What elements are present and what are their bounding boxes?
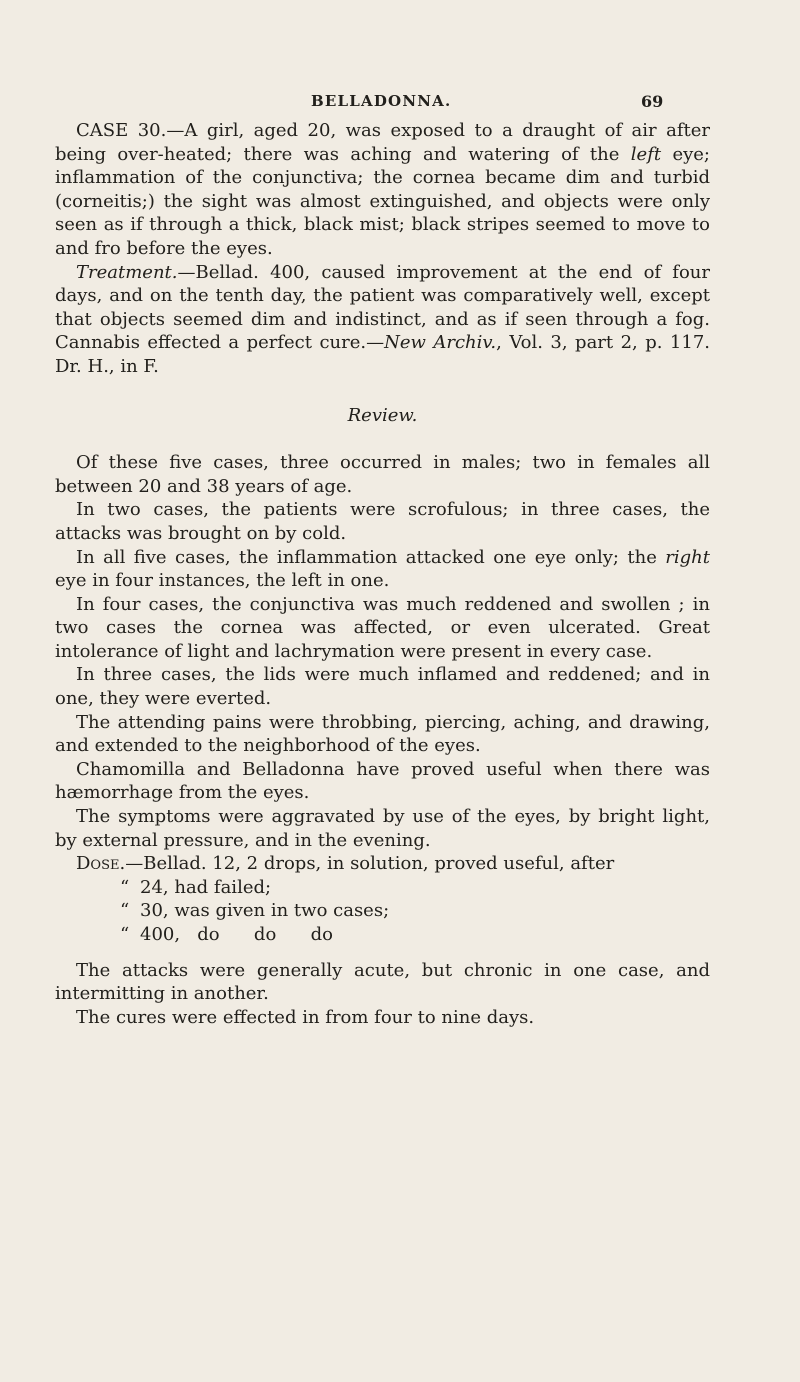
running-head: [0, 92, 800, 116]
review-paragraph: In four cases, the conjunctiva was much reddened and swollen ; in two cases the cornea was affected, or even ulcerated. Great intolerance of light and lachrymation were present in every case.: [55, 593, 710, 662]
body-text: [55, 119, 710, 1029]
review-paragraph: The symptoms were aggravated by use of the eyes, by bright light, by external pressure, and in the evening.: [55, 806, 710, 851]
five-cases-paragraph: [55, 546, 710, 593]
ditto-mark: “: [120, 924, 130, 945]
dose-line-text: 24, had failed;: [140, 876, 272, 898]
treatment-label: Treatment.: [76, 261, 178, 283]
dose-first-line: —Bellad. 12, 2 drops, in solution, proved useful, after: [125, 853, 615, 875]
ditto-mark: “: [120, 876, 130, 898]
case-30-paragraph: [55, 119, 710, 261]
page-number: 69: [641, 92, 664, 111]
five-cases-text-a: In all five cases, the inflammation attacked one eye only; the: [76, 546, 666, 568]
case-30-text-a: —A girl, aged 20, was exposed to a draught of air after being over-heated; there was aching and watering of the: [55, 120, 710, 165]
five-cases-text-b: eye in four instances, the left in one.: [55, 570, 390, 592]
dose-line: [120, 923, 710, 947]
closing-paragraph: The cures were effected in from four to nine days.: [76, 1006, 535, 1028]
review-heading: Review.: [347, 404, 418, 426]
ditto-mark: “: [120, 900, 130, 922]
case-30-text-b: eye; inflammation of the conjunctiva; the cornea became dim and turbid (corneitis;) the sight was almost extinguished, and objects were only seen as if through a thick, black mist; black stripes seemed to move to and fro before the eyes.: [55, 143, 710, 259]
treatment-text: —Bellad. 400, caused improvement at the end of four days, and on the tenth day, the patient was comparatively well, except that objects seemed dim and indistinct, and as if seen through a fog. Cannabis effected a perfect cure.—: [55, 261, 710, 354]
dose-paragraph: [55, 852, 710, 876]
review-paragraph: In three cases, the lids were much inflamed and reddened; and in one, they were everted.: [55, 664, 710, 710]
dose-line: [120, 876, 710, 900]
dose-line: [120, 899, 710, 923]
dose-lines: [55, 876, 710, 947]
dose-label: Dose.: [76, 853, 126, 875]
closing-paragraph: The attacks were generally acute, but chronic in one case, and intermitting in another.: [55, 959, 710, 1005]
review-paragraph: Of these five cases, three occurred in males; two in females all between 20 and 38 years of age.: [55, 452, 710, 497]
case-30-heading: CASE 30.: [76, 120, 167, 141]
dose-line-text: 400, do do do: [140, 924, 333, 945]
treatment-paragraph: [55, 261, 710, 379]
treatment-source-rest: , Vol. 3, part 2, p. 117. Dr. H., in F.: [55, 332, 710, 377]
treatment-source-italic: New Archiv.: [384, 332, 497, 354]
review-paragraph: Chamomilla and Belladonna have proved useful when there was hæmorrhage from the eyes.: [55, 758, 710, 804]
case-30-left-italic: left: [630, 143, 662, 165]
five-cases-right-italic: right: [665, 546, 710, 568]
dose-line-text: 30, was given in two cases;: [140, 900, 390, 922]
running-title: BELLADONNA.: [311, 92, 452, 110]
review-paragraph: The attending pains were throbbing, piercing, aching, and drawing, and extended to the neighborhood of the eyes.: [55, 711, 710, 757]
review-paragraph: In two cases, the patients were scrofulous; in three cases, the attacks was brought on by cold.: [55, 499, 710, 544]
